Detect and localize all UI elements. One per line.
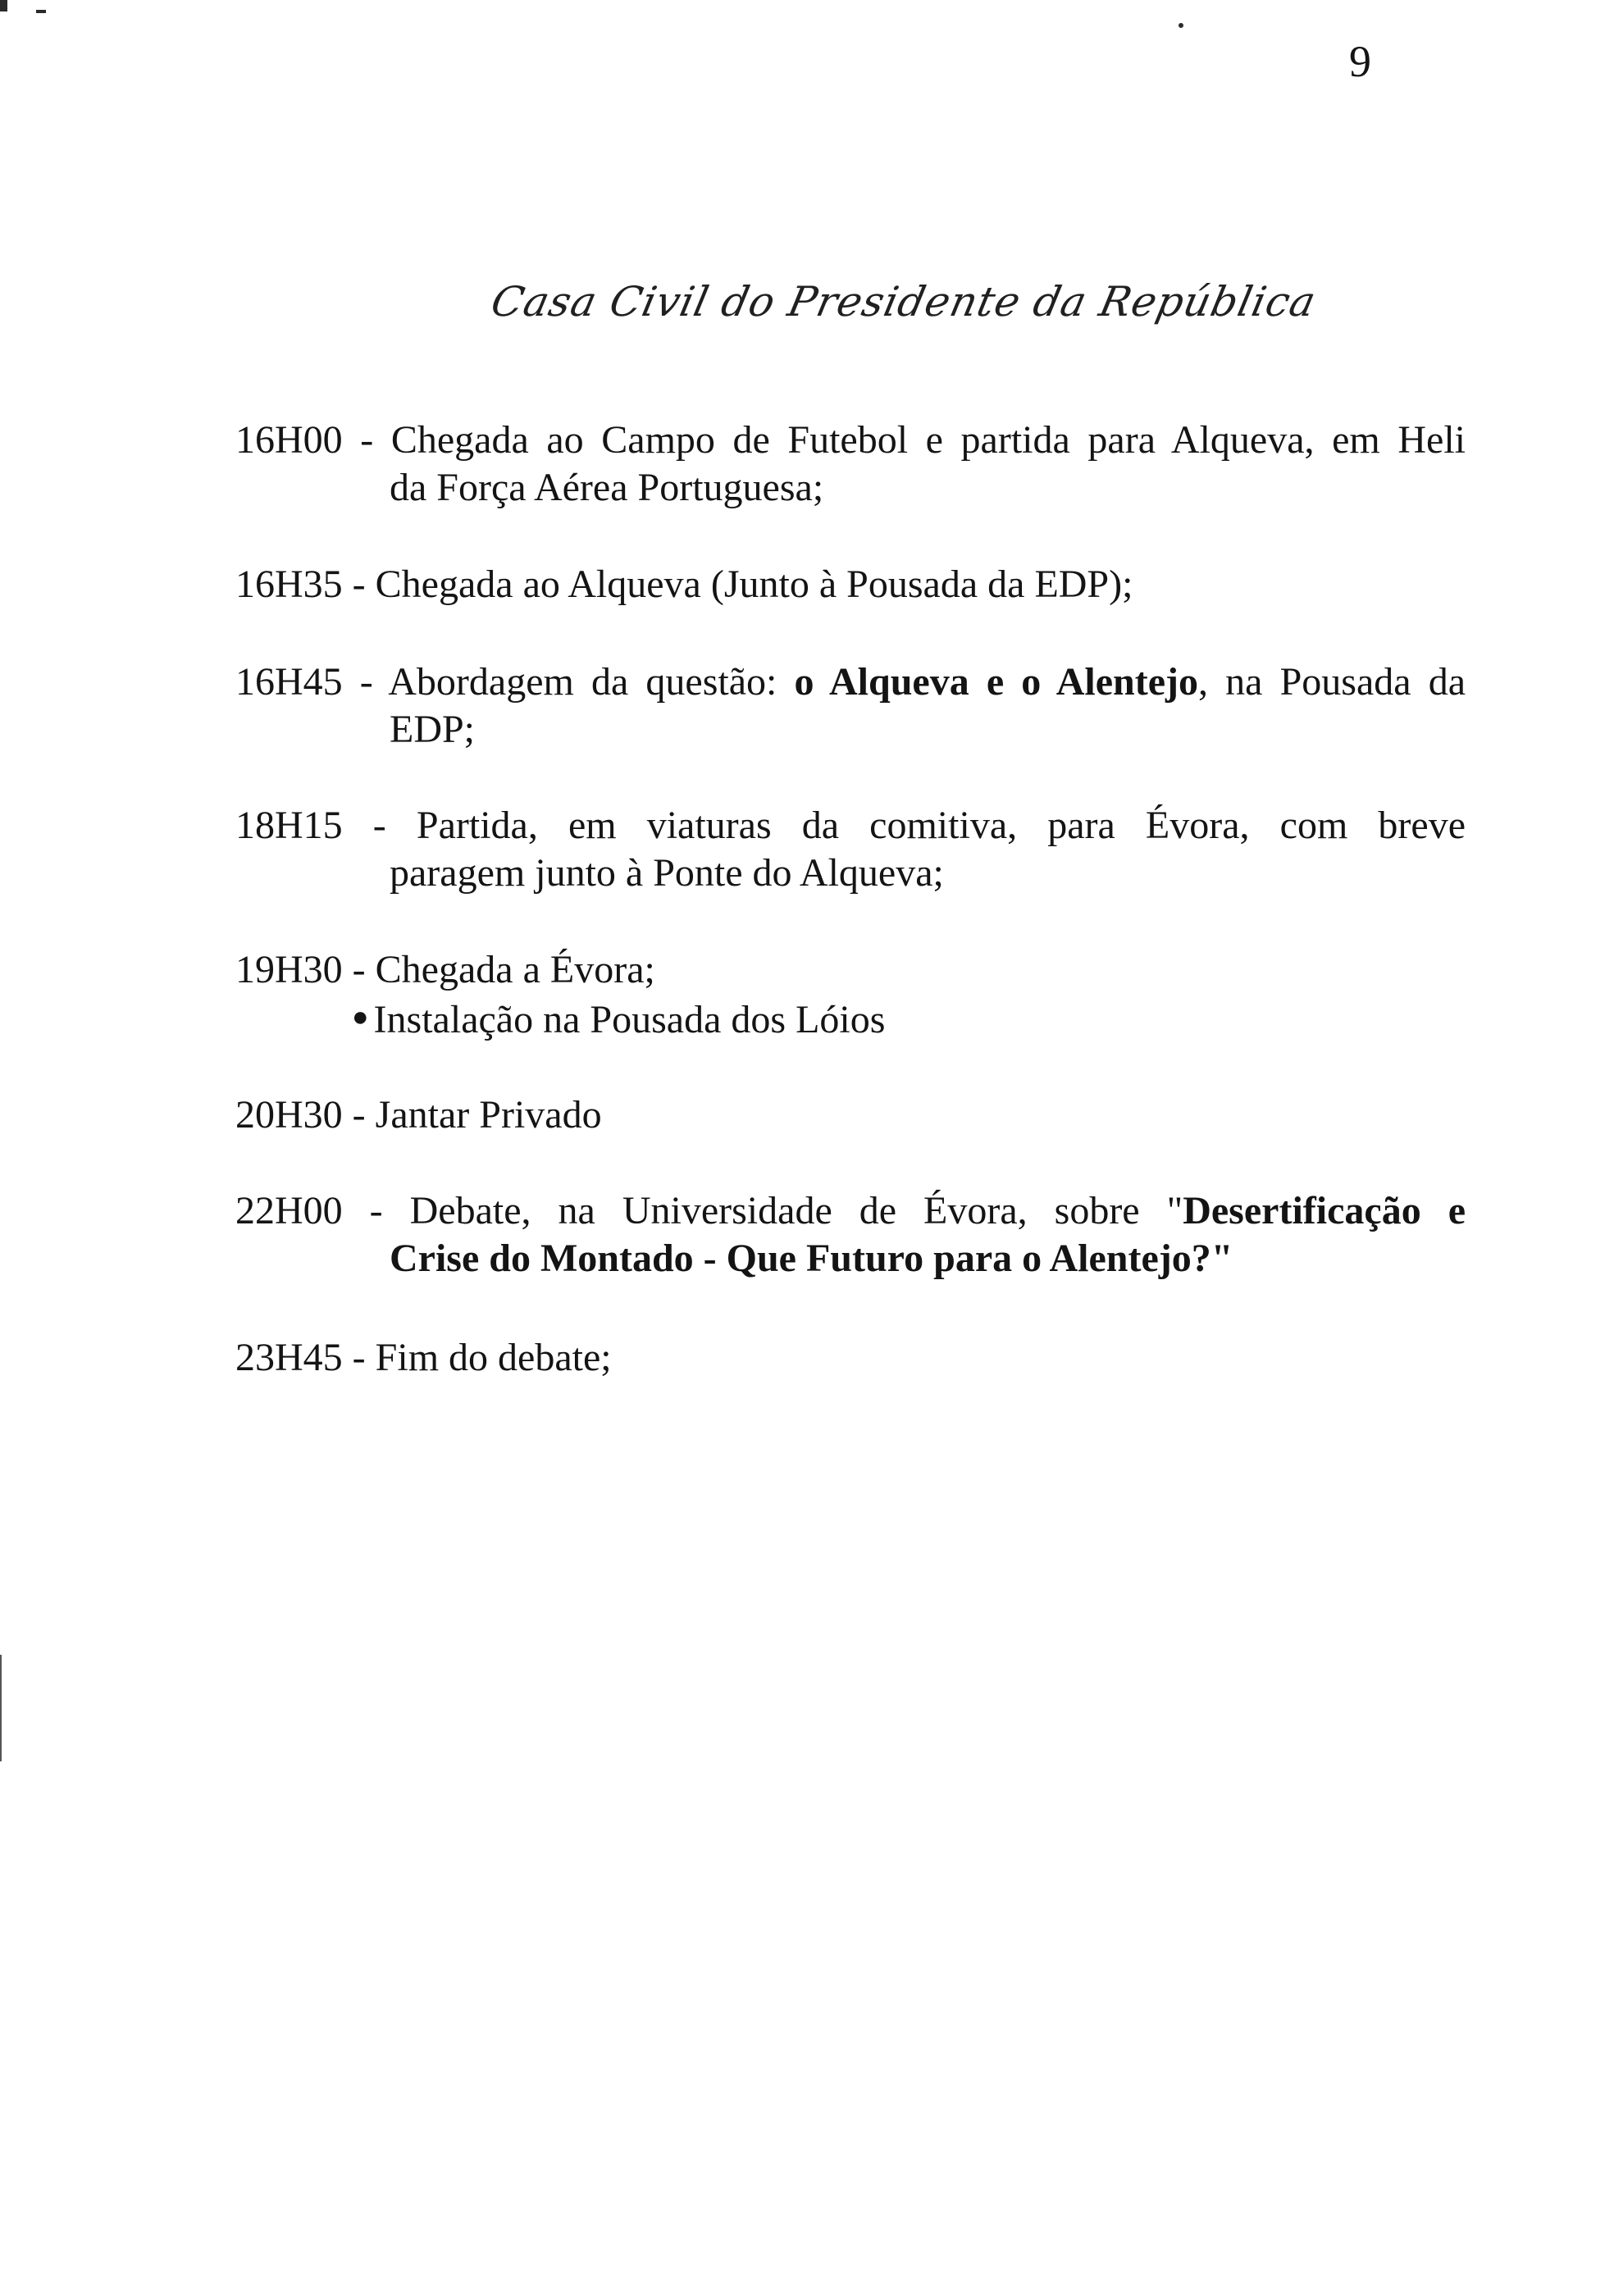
schedule-entry xyxy=(235,561,1466,608)
page-number: 9 xyxy=(1349,37,1371,86)
bullet-icon: ● xyxy=(352,1002,369,1032)
entry-text: Debate, na Universidade de Évora, sobre " xyxy=(409,1189,1183,1232)
schedule-entry xyxy=(235,1334,1466,1382)
entry-time: 16H00 xyxy=(235,418,343,462)
entry-separator: - xyxy=(342,1093,376,1137)
entry-time: 19H30 xyxy=(235,948,343,991)
entry-text: Chegada ao Alqueva (Junto à Pousada da EDP); xyxy=(375,563,1133,606)
entry-separator: - xyxy=(342,1189,410,1232)
entry-text: Chegada a Évora; xyxy=(375,948,655,991)
entry-separator: - xyxy=(342,660,389,704)
entry-separator: - xyxy=(342,804,417,847)
scan-mark xyxy=(0,1655,2,1761)
entry-time: 22H00 xyxy=(235,1189,343,1232)
entry-text: Fim do debate; xyxy=(375,1336,612,1379)
entry-separator: - xyxy=(342,948,376,991)
scan-mark xyxy=(0,0,7,11)
entry-text: Jantar Privado xyxy=(375,1093,602,1137)
entry-time: 20H30 xyxy=(235,1093,343,1137)
entry-text-after: , na Pousada da xyxy=(1198,660,1466,704)
scan-mark xyxy=(36,10,46,13)
schedule-entry xyxy=(235,658,1466,754)
entry-time: 18H15 xyxy=(235,804,343,847)
schedule-entry xyxy=(235,1091,1466,1139)
entry-time: 23H45 xyxy=(235,1336,343,1379)
schedule-entry xyxy=(235,802,1466,897)
entry-text: Partida, em viaturas da comitiva, para Évora, com breve xyxy=(416,804,1466,847)
entry-time: 16H45 xyxy=(235,660,343,704)
bullet-item xyxy=(235,994,1466,1044)
entry-text: Abordagem da questão: xyxy=(388,660,795,704)
entry-continuation: EDP; xyxy=(390,708,476,751)
entry-separator: - xyxy=(342,563,376,606)
schedule-entry xyxy=(235,946,1466,1044)
schedule-entry xyxy=(235,1187,1466,1282)
entry-emphasis: o Alqueva e o Alentejo xyxy=(794,660,1199,704)
entry-emphasis: Desertificação e xyxy=(1183,1189,1466,1232)
entry-continuation: Crise do Montado - Que Futuro para o Alentejo?" xyxy=(390,1237,1233,1280)
scan-mark xyxy=(1179,23,1183,28)
entry-continuation: paragem junto à Ponte do Alqueva; xyxy=(390,851,944,895)
entry-text: Chegada ao Campo de Futebol e partida para Alqueva, em Heli xyxy=(390,418,1466,462)
letterhead: Casa Civil do Presidente da República xyxy=(486,278,1321,326)
entry-separator: - xyxy=(342,418,391,462)
entry-separator: - xyxy=(342,1336,376,1379)
entry-time: 16H35 xyxy=(235,563,343,606)
schedule-entry xyxy=(235,417,1466,512)
entry-continuation: da Força Aérea Portuguesa; xyxy=(390,466,824,509)
bullet-text: Instalação na Pousada dos Lóios xyxy=(373,998,886,1041)
